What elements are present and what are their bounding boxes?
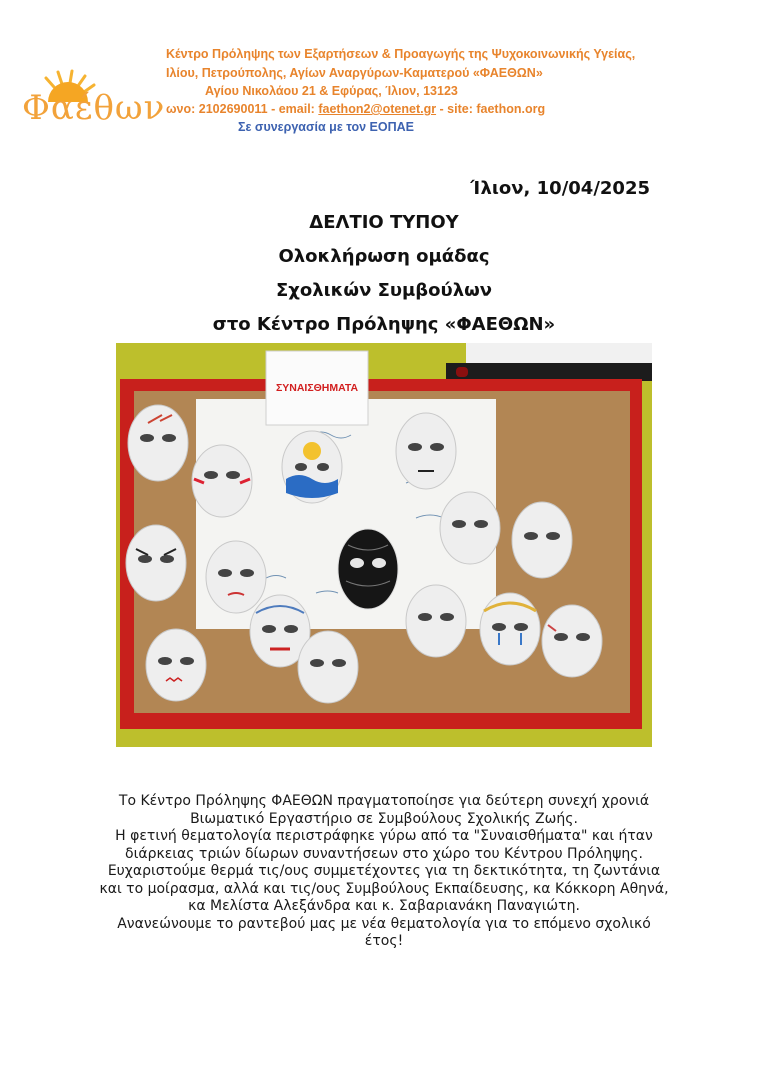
press-release-heading: ΔΕΛΤΙΟ ΤΥΠΟΥ	[309, 212, 459, 233]
header-site: - site: faethon.org	[436, 102, 546, 116]
body-paragraph-4: Ανανεώνουμε το ραντεβού μας με νέα θεματολογία για το επόμενο σχολικό έτος!	[117, 915, 651, 949]
header-contact	[166, 102, 545, 116]
press-release-body	[96, 793, 672, 951]
header-phone: ωνο: 2102690011 - email:	[166, 102, 319, 116]
header-line-2: Ιλίου, Πετρούπολης, Αγίων Αναργύρων-Καματερού «ΦΑΕΘΩΝ»	[166, 66, 543, 80]
body-paragraph-1: Το Κέντρο Πρόληψης ΦΑΕΘΩΝ πραγματοποίησε για δεύτερη συνεχή χρονιά Βιωματικό Εργαστήριο σε Συμβούλους Σχολικής Ζωής.	[118, 793, 650, 827]
header-line-1: Κέντρο Πρόληψης των Εξαρτήσεων & Προαγωγής της Ψυχοκοινωνικής Υγείας,	[166, 47, 636, 61]
header-partner: Σε συνεργασία με τον ΕΟΠΑΕ	[238, 120, 414, 134]
body-paragraph-3: Ευχαριστούμε θερμά τις/ους συμμετέχοντες για τη δεκτικότητα, τη ζωντάνια και το μοίρασμα, αλλά και τις/ους Συμβούλους Εκπαίδευσης, κα Κόκκορη Αθηνά, κα Μελίστα Αλεξάνδρα και κ. Σαβαριανάκη Παναγιώτη.	[99, 863, 669, 914]
letterhead	[0, 0, 768, 140]
title-line-2: Ολοκλήρωση ομάδας	[278, 246, 490, 267]
faethon-logo	[18, 68, 178, 140]
title-line-4: στο Κέντρο Πρόληψης «ΦΑΕΘΩΝ»	[212, 314, 556, 335]
title-line-3: Σχολικών Συμβούλων	[275, 280, 493, 301]
masks-board-photo	[116, 343, 652, 747]
press-date: Ίλιον, 10/04/2025	[470, 178, 650, 199]
header-address: Αγίου Νικολάου 21 & Εφύρας, Ίλιον, 13123	[205, 84, 458, 98]
email-link[interactable]: faethon2@otenet.gr	[318, 102, 437, 116]
logo-wordmark: Φαέθων	[22, 88, 166, 128]
sign-text: ΣΥΝΑΙΣΘΗΜΑΤΑ	[275, 382, 359, 394]
body-paragraph-2: Η φετινή θεματολογία περιστράφηκε γύρω από τα "Συναισθήματα" και ήταν διάρκειας τριών δίωρων συναντήσεων στο χώρο του Κέντρου Πρόληψης.	[115, 828, 653, 862]
